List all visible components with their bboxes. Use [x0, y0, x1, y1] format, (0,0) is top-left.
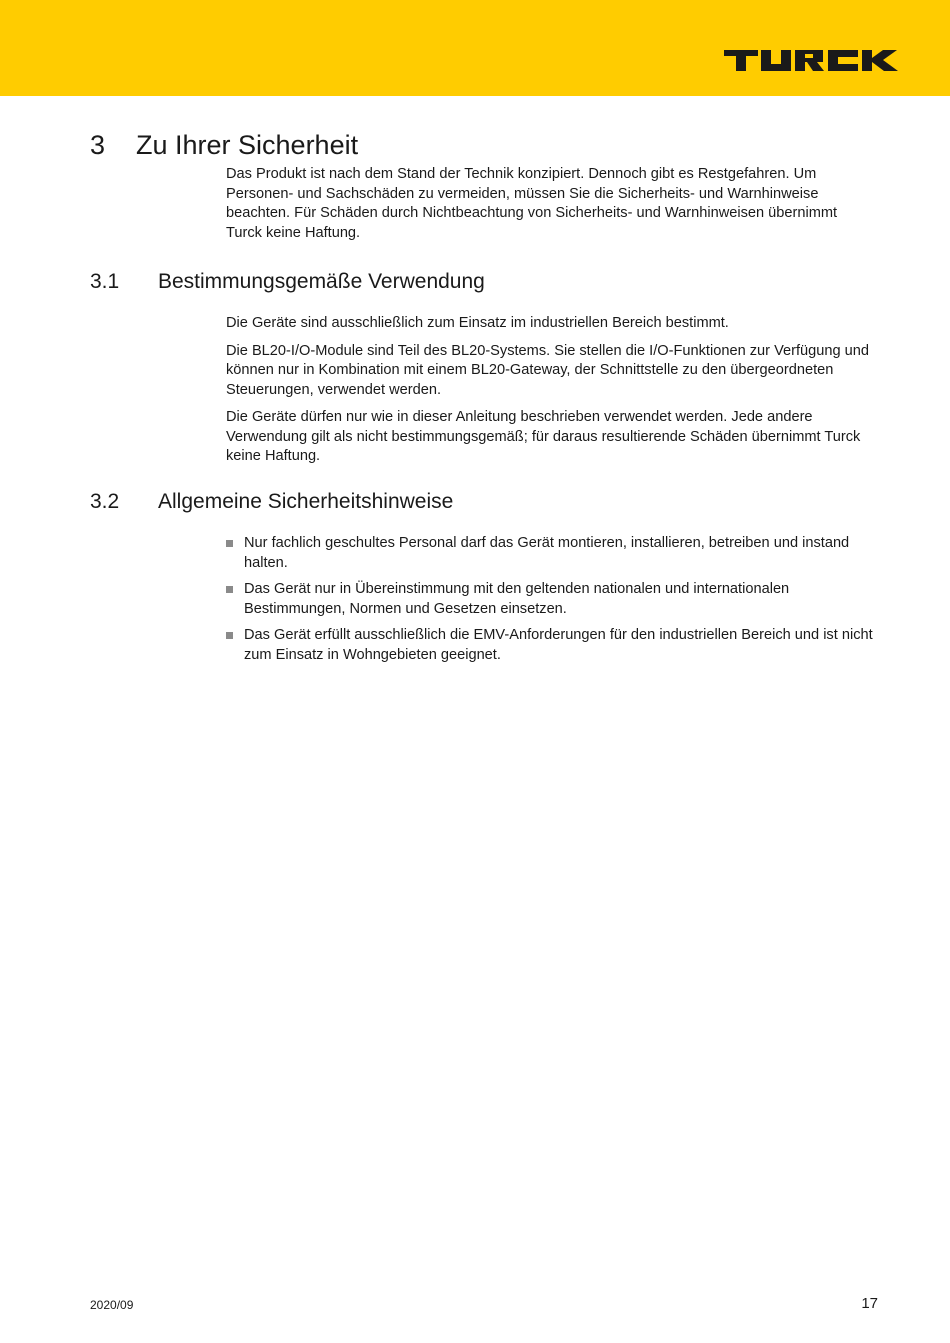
- list-item-text: Nur fachlich geschultes Personal darf das Gerät montieren, installieren, betreiben und instand halten.: [244, 535, 850, 571]
- section-3-1-body: [226, 314, 874, 467]
- turck-logo-graphic: [724, 50, 902, 71]
- paragraph: Die BL20-I/O-Module sind Teil des BL20-Systems. Sie stellen die I/O-Funktionen zur Verfügung und können nur in Kombination mit einem BL20-Gateway, der Schnittstelle zu den übergeordneten Steuerungen, verwendet werden.: [226, 342, 870, 398]
- turck-logo: [724, 50, 902, 71]
- chapter-title: [90, 128, 358, 162]
- section-number: 3.1: [90, 270, 120, 293]
- section-title-text: Bestimmungsgemäße Verwendung: [158, 270, 485, 293]
- list-item: [226, 534, 876, 573]
- section-heading-3-2: [90, 488, 453, 516]
- section-heading-3-1: [90, 268, 485, 296]
- list-item: [226, 580, 876, 619]
- paragraph: Die Geräte sind ausschließlich zum Einsatz im industriellen Bereich bestimmt.: [226, 315, 729, 331]
- chapter-intro: [226, 165, 874, 243]
- intro-paragraph: Das Produkt ist nach dem Stand der Technik konzipiert. Dennoch gibt es Restgefahren. Um Personen- und Sachschäden zu vermeiden, müssen Sie die Sicherheits- und Warnhinweise beachten. Für Schäden durch Nichtbeachtung von Sicherheits- und Warnhinweisen übernimmt Turck keine Haftung.: [226, 166, 838, 241]
- list-item-text: Das Gerät nur in Übereinstimmung mit den geltenden nationalen und internationalen Bestimmungen, Normen und Gesetzen einsetzen.: [244, 581, 790, 617]
- list-item-text: Das Gerät erfüllt ausschließlich die EMV-Anforderungen für den industriellen Bereich und ist nicht zum Einsatz in Wohngebieten geeignet.: [244, 627, 873, 663]
- section-number: 3.2: [90, 490, 120, 513]
- safety-bullet-list: [226, 534, 876, 672]
- header-band: [0, 0, 950, 96]
- square-bullet-icon: [226, 632, 233, 639]
- paragraph: Die Geräte dürfen nur wie in dieser Anleitung beschrieben verwendet werden. Jede andere Verwendung gilt als nicht bestimmungsgemäß; für daraus resultierende Schäden übernimmt Turck keine Haftung.: [226, 409, 861, 464]
- square-bullet-icon: [226, 586, 233, 593]
- page-number: 17: [861, 1295, 878, 1312]
- chapter-number: 3: [90, 130, 106, 160]
- section-title-text: Allgemeine Sicherheitshinweise: [158, 490, 454, 513]
- list-item: [226, 626, 876, 665]
- footer-date: 2020/09: [90, 1298, 134, 1312]
- chapter-title-text: Zu Ihrer Sicherheit: [136, 130, 359, 160]
- square-bullet-icon: [226, 540, 233, 547]
